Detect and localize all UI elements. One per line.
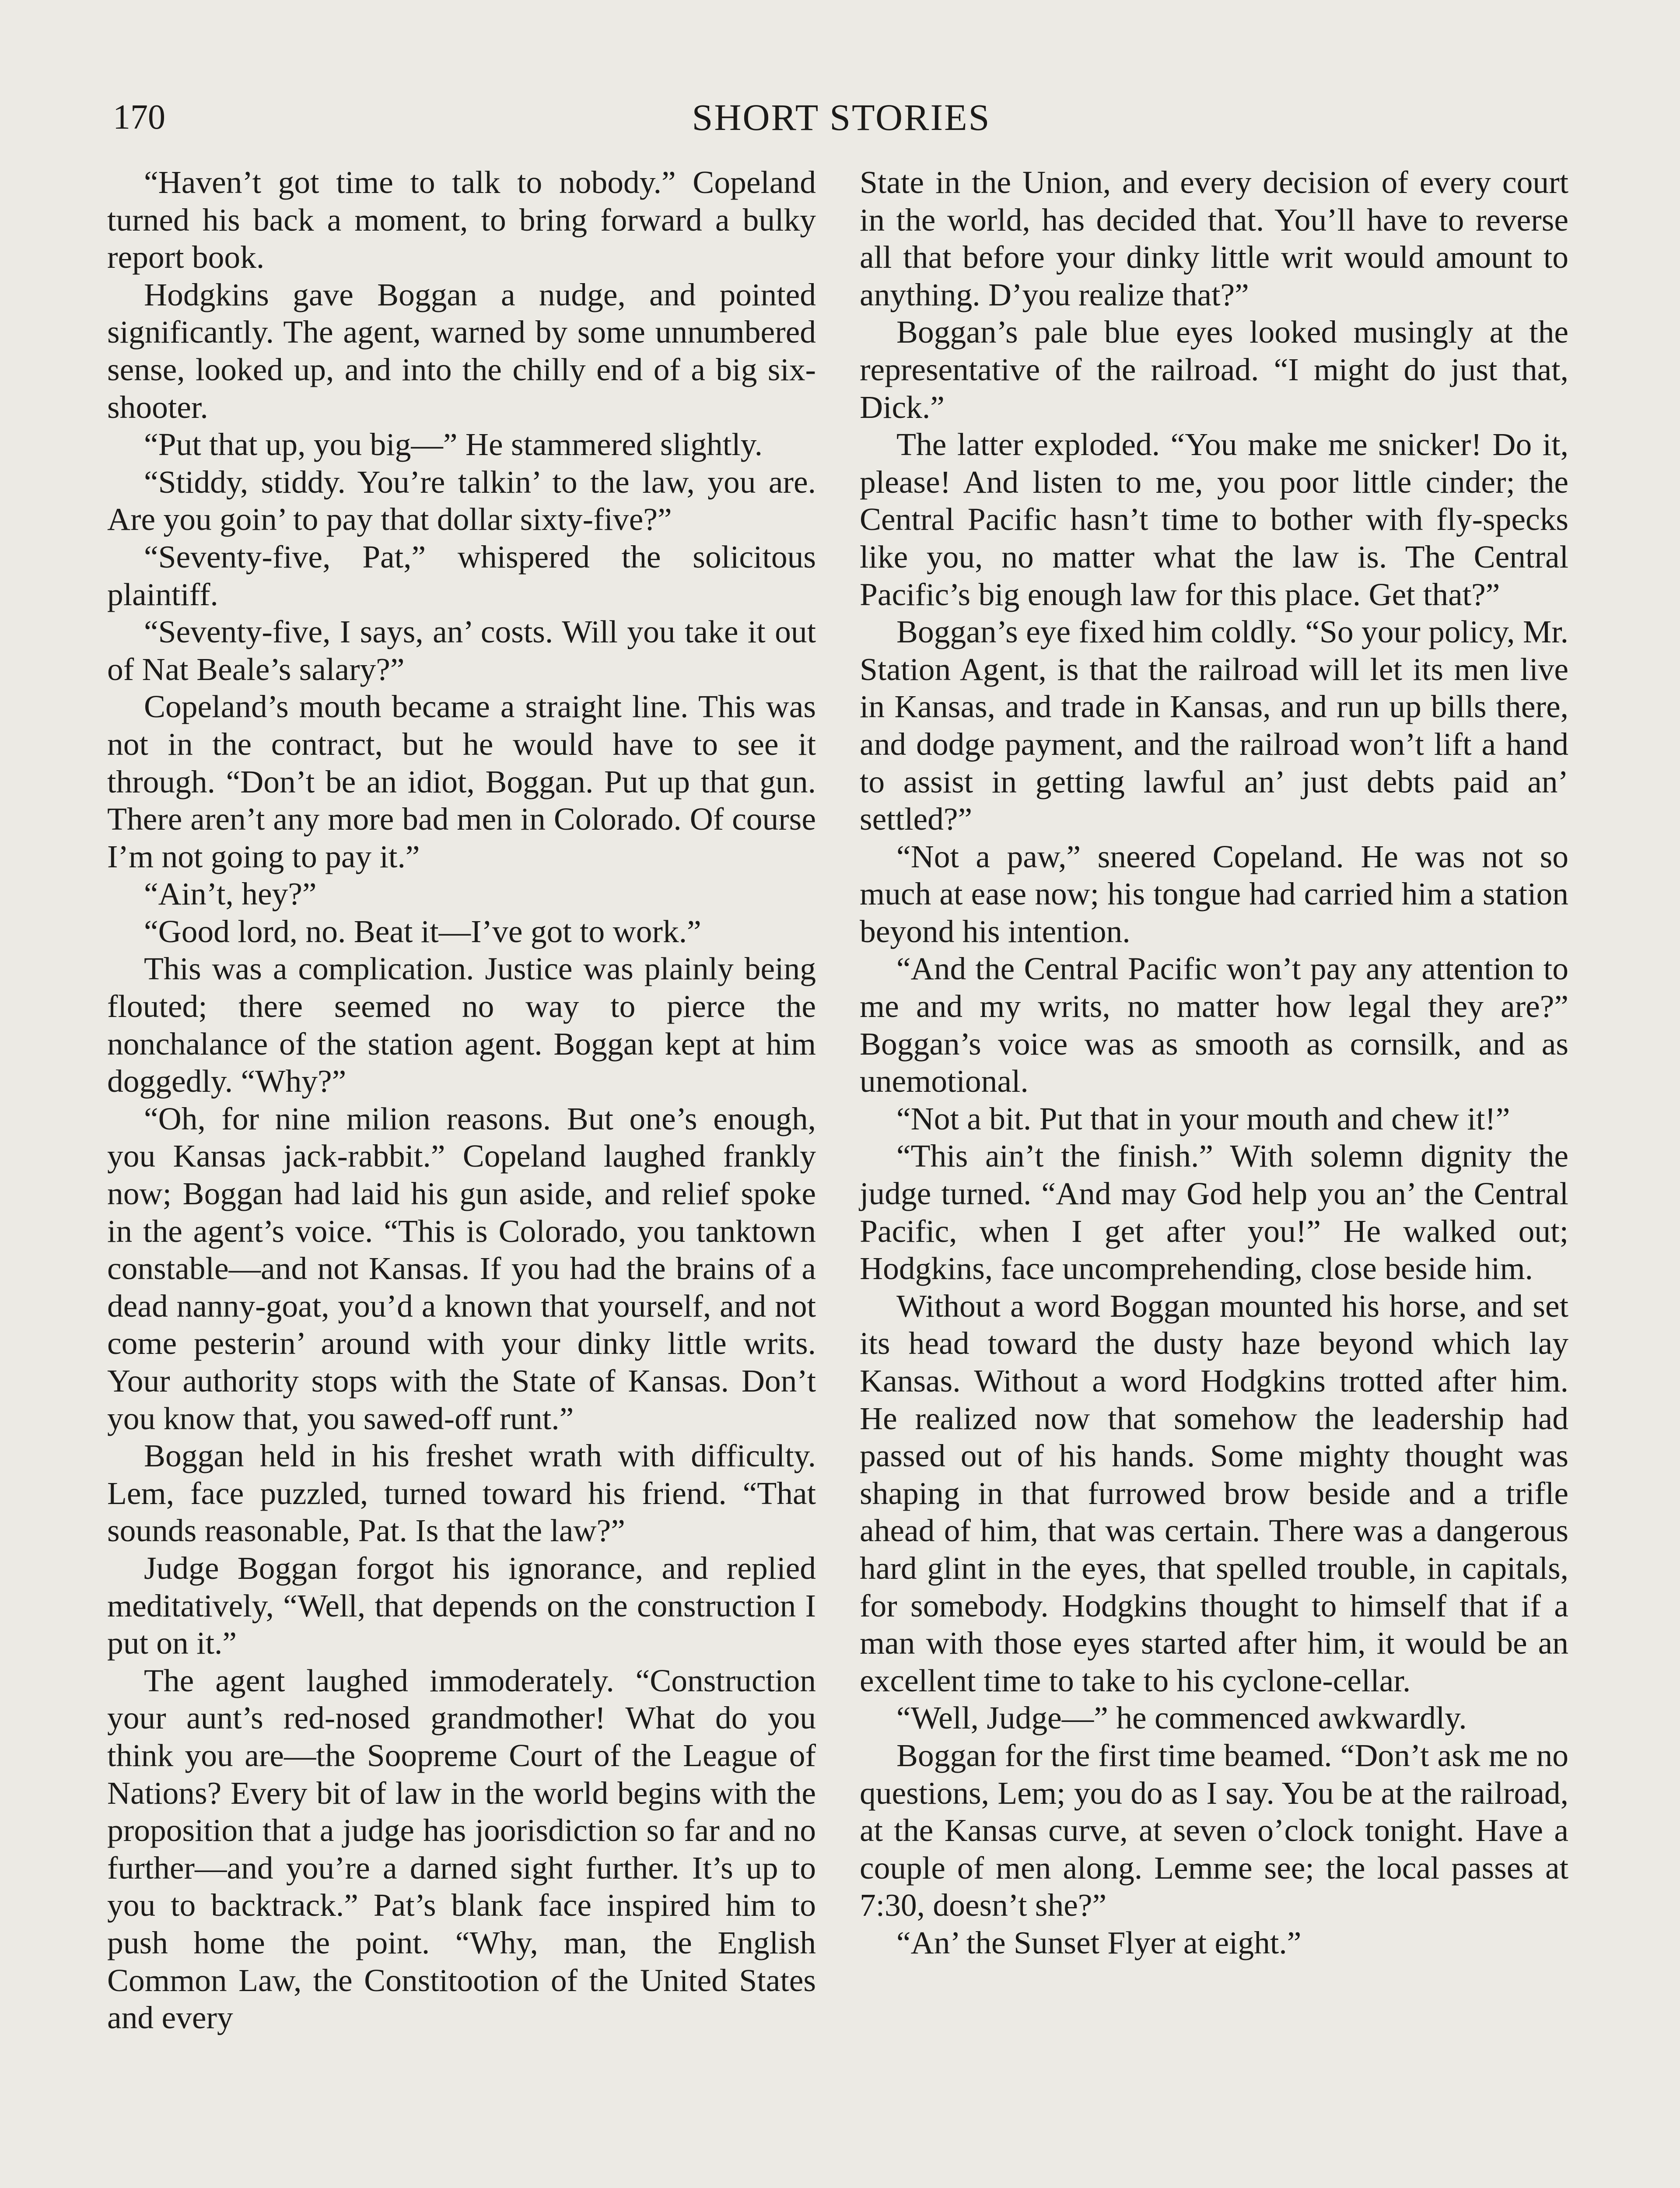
- paragraph: “Seventy-five, I says, an’ costs. Will you take it out of Nat Beale’s salary?”: [107, 614, 816, 687]
- paragraph: “Oh, for nine milion reasons. But one’s enough, you Kansas jack-rabbit.” Copeland laughed frankly now; Boggan had laid his gun aside, and relief spoke in the agent’s voice. “This is Colorado, you tanktown constable—and not Kansas. If you had the brains of a dead nanny-goat, you’d a known that yourself, and not come pesterin’ around with your dinky little writs. Your authority stops with the State of Kansas. Don’t you know that, you sawed-off runt.”: [107, 1101, 816, 1436]
- paragraph: Without a word Boggan mounted his horse, and set its head toward the dusty haze beyond which lay Kansas. Without a word Hodgkins trotted after him. He realized now that somehow the leadership had passed out of his hands. Some mighty thought was shaping in that furrowed brow beside and a trifle ahead of him, that was certain. There was a dangerous hard glint in the eyes, that spelled trouble, in capitals, for somebody. Hodgkins thought to himself that if a man with those eyes started after him, it would be an excellent time to take to his cyclone-cellar.: [860, 1288, 1568, 1698]
- paragraph: Boggan’s pale blue eyes looked musingly at the representative of the railroad. “I might do just that, Dick.”: [860, 314, 1568, 425]
- paragraph: “Put that up, you big—” He stammered slightly.: [144, 427, 763, 463]
- paragraph: “Good lord, no. Beat it—I’ve got to work.”: [144, 913, 701, 949]
- right-column: [860, 164, 1568, 1962]
- paragraph: This was a complication. Justice was plainly being flouted; there seemed no way to pierce the nonchalance of the station agent. Boggan kept at him doggedly. “Why?”: [107, 951, 816, 1099]
- paragraph: “Haven’t got time to talk to nobody.” Copeland turned his back a moment, to bring forward a bulky report book.: [107, 165, 816, 275]
- page-header: [113, 95, 1570, 139]
- paragraph: “Well, Judge—” he commenced awkwardly.: [896, 1700, 1467, 1736]
- paragraph: Judge Boggan forgot his ignorance, and replied meditatively, “Well, that depends on the construction I put on it.”: [107, 1550, 816, 1661]
- paragraph: “Not a paw,” sneered Copeland. He was not so much at ease now; his tongue had carried him a station beyond his intention.: [860, 838, 1568, 949]
- paragraph: “And the Central Pacific won’t pay any attention to me and my writs, no matter how legal they are?” Boggan’s voice was as smooth as cornsilk, and as unemotional.: [860, 951, 1568, 1099]
- paragraph: Boggan’s eye fixed him coldly. “So your policy, Mr. Station Agent, is that the railroad will let its men live in Kansas, and trade in Kansas, and run up bills there, and dodge payment, and the railroad won’t lift a hand to assist in getting lawful an’ just debts paid an’ settled?”: [860, 614, 1568, 837]
- paragraph: “Seventy-five, Pat,” whispered the solicitous plaintiff.: [107, 539, 816, 612]
- paragraph-continuation: State in the Union, and every decision of every court in the world, has decided that. You’ll have to reverse all that before your dinky little writ would amount to anything. D’you realize that?”: [860, 165, 1568, 312]
- page-number: 170: [113, 98, 165, 137]
- paragraph: Boggan for the first time beamed. “Don’t ask me no questions, Lem; you do as I say. You be at the railroad, at the Kansas curve, at seven o’clock tonight. Have a couple of men along. Lemme see; the local passes at 7:30, doesn’t she?”: [860, 1737, 1568, 1923]
- paragraph: “Not a bit. Put that in your mouth and chew it!”: [896, 1101, 1510, 1136]
- paragraph: “An’ the Sunset Flyer at eight.”: [896, 1925, 1302, 1960]
- paragraph: “Ain’t, hey?”: [144, 876, 317, 912]
- paragraph: The agent laughed immoderately. “Construction your aunt’s red-nosed grandmother! What do you think you are—the Soopreme Court of the League of Nations? Every bit of law in the world begins with the proposition that a judge has joorisdiction so far and no further—and you’re a darned sight further. It’s up to you to backtrack.” Pat’s blank face inspired him to push home the point. “Why, man, the English Common Law, the Constitootion of the United States and every: [107, 1662, 816, 2036]
- paragraph: The latter exploded. “You make me snicker! Do it, please! And listen to me, you poor little cinder; the Central Pacific hasn’t time to bother with fly-specks like you, no matter what the law is. The Central Pacific’s big enough law for this place. Get that?”: [860, 427, 1568, 612]
- left-column: [107, 164, 816, 2037]
- paragraph: “Stiddy, stiddy. You’re talkin’ to the law, you are. Are you goin’ to pay that dollar sixty-five?”: [107, 464, 816, 537]
- paragraph: “This ain’t the finish.” With solemn dignity the judge turned. “And may God help you an’ the Central Pacific, when I get after you!” He walked out; Hodgkins, face uncomprehending, close beside him.: [860, 1138, 1568, 1287]
- running-head: SHORT STORIES: [692, 96, 991, 138]
- paragraph: Copeland’s mouth became a straight line. This was not in the contract, but he would have to see it through. “Don’t be an idiot, Boggan. Put up that gun. There aren’t any more bad men in Colorado. Of course I’m not going to pay it.”: [107, 689, 816, 874]
- paragraph: Hodgkins gave Boggan a nudge, and pointed significantly. The agent, warned by some unnumbered sense, looked up, and into the chilly end of a big six-shooter.: [107, 277, 816, 425]
- paragraph: Boggan held in his freshet wrath with difficulty. Lem, face puzzled, turned toward his friend. “That sounds reasonable, Pat. Is that the law?”: [107, 1438, 816, 1549]
